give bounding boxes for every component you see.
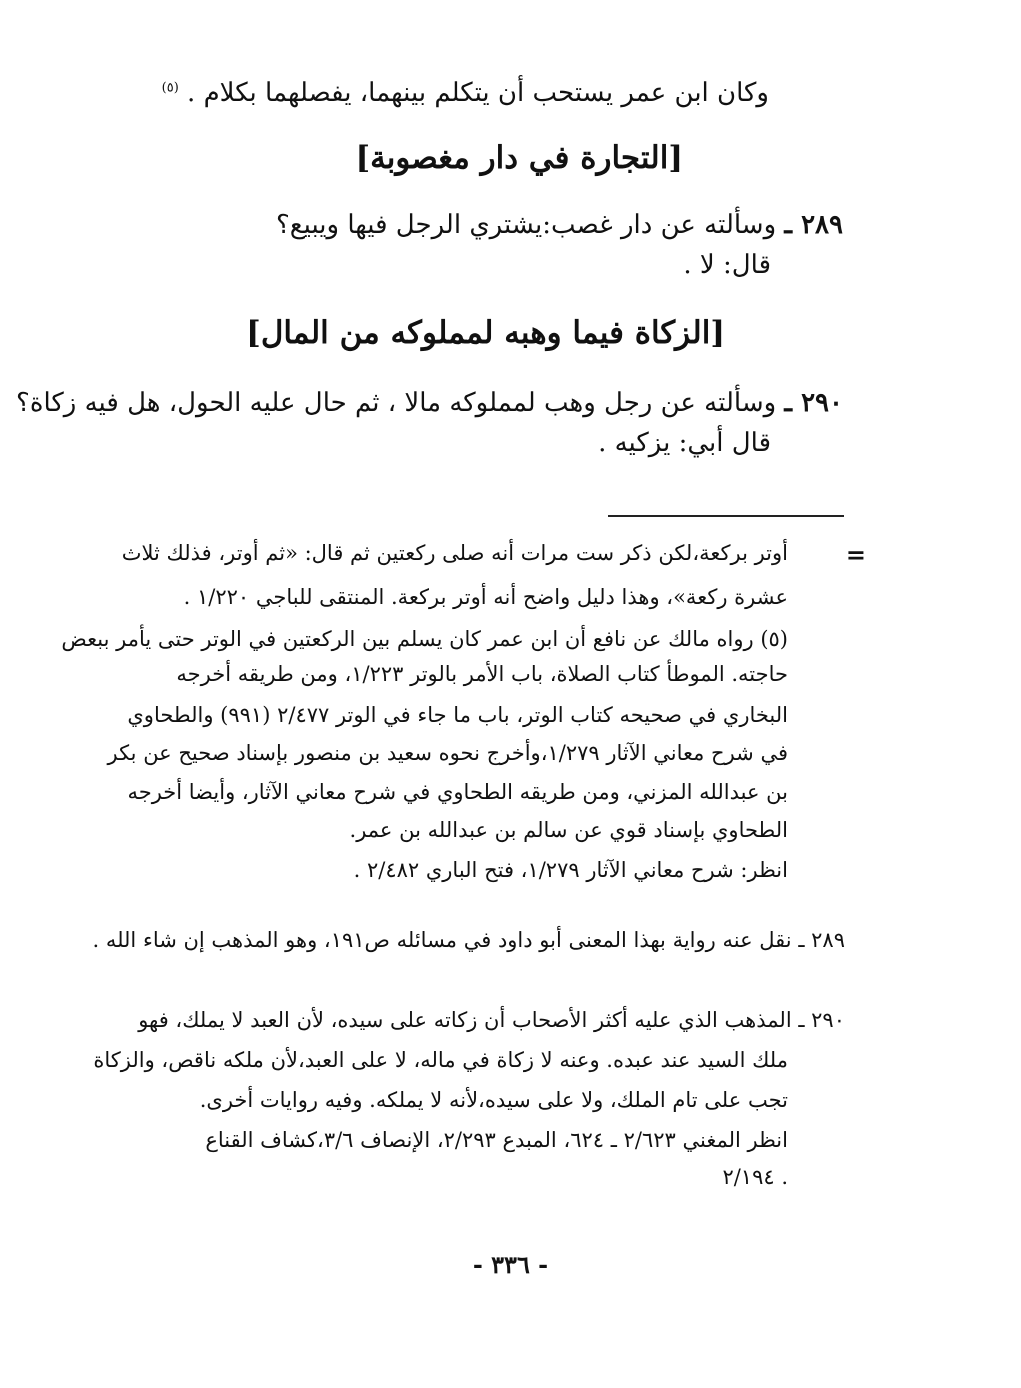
- commentary-290-line: انظر المغني ٢/٦٢٣ ـ ٦٢٤، المبدع ٢/٢٩٣، الإنصاف ٣/٦،كشاف القناع: [205, 1128, 788, 1152]
- footnote-line: البخاري في صحيحه كتاب الوتر، باب ما جاء في الوتر ٢/٤٧٧ (٩٩١) والطحاوي: [127, 703, 788, 727]
- footnote-marker: (٥): [161, 80, 179, 96]
- commentary-290-line: ٢٩٠ ـ المذهب الذي عليه أكثر الأصحاب أن زكاته على سيده، لأن العبد لا يملك، فهو: [138, 1008, 845, 1032]
- question-289: [276, 210, 843, 240]
- footnote-line: أوتر بركعة،لكن ذكر ست مرات أنه صلى ركعتين ثم قال: «ثم أوتر، فذلك ثلاث: [121, 541, 788, 565]
- footnote-line: الطحاوي بإسناد قوي عن سالم بن عبدالله بن عمر.: [349, 818, 788, 842]
- footnote-line: (٥) رواه مالك عن نافع أن ابن عمر كان يسلم بين الركعتين في الوتر حتى يأمر ببعض: [61, 627, 788, 651]
- footnote-line: عشرة ركعة»، وهذا دليل واضح أنه أوتر بركعة. المنتقى للباجي ١/٢٢٠ .: [183, 585, 788, 609]
- commentary-290-line: تجب على تام الملك، ولا على سيده،لأنه لا يملكه. وفيه روايات أخرى.: [199, 1088, 788, 1112]
- section-heading-trade: [التجارة في دار مغصوبة]: [355, 140, 683, 176]
- footnote-line: بن عبدالله المزني، ومن طريقه الطحاوي في شرح معاني الآثار، وأيضا أخرجه: [127, 780, 788, 804]
- commentary-289: ٢٨٩ ـ نقل عنه رواية بهذا المعنى أبو داود في مسائله ص١٩١، وهو المذهب إن شاء الله .: [92, 928, 845, 952]
- question-text-289: وسألته عن دار غصب:يشتري الرجل فيها ويبيع؟: [275, 210, 777, 240]
- page-number: - ٣٣٦ -: [472, 1250, 549, 1279]
- question-290: [16, 388, 843, 418]
- section-heading-zakat: [الزكاة فيما وهبه لمملوكه من المال]: [246, 315, 725, 351]
- commentary-290-line: ٢/١٩٤ .: [722, 1165, 788, 1189]
- question-number-289: ٢٨٩ ـ: [784, 210, 843, 240]
- footnote-line: في شرح معاني الآثار ١/٢٧٩،وأخرج نحوه سعيد بن منصور بإسناد صحيح عن بكر: [107, 741, 788, 765]
- commentary-290-line: ملك السيد عند عبده. وعنه لا زكاة في ماله، لا على العبد،لأن ملكه ناقص، والزكاة: [93, 1048, 788, 1072]
- answer-289: قال: لا .: [683, 250, 771, 280]
- answer-290: قال أبي: يزكيه .: [598, 428, 771, 458]
- continuation-marker: =: [845, 540, 866, 569]
- opening-line-text: وكان ابن عمر يستحب أن يتكلم بينهما، يفصلهما بكلام .: [187, 78, 769, 108]
- footnote-line: انظر: شرح معاني الآثار ١/٢٧٩، فتح الباري ٢/٤٨٢ .: [353, 858, 788, 882]
- opening-line: [162, 78, 769, 108]
- question-text-290: وسألته عن رجل وهب لمملوكه مالا ، ثم حال عليه الحول، هل فيه زكاة؟: [16, 388, 777, 418]
- question-number-290: ٢٩٠ ـ: [784, 388, 843, 418]
- footnote-divider: [608, 515, 844, 517]
- footnote-line: حاجته. الموطأ كتاب الصلاة، باب الأمر بالوتر ١/٢٢٣، ومن طريقه أخرجه: [176, 662, 788, 686]
